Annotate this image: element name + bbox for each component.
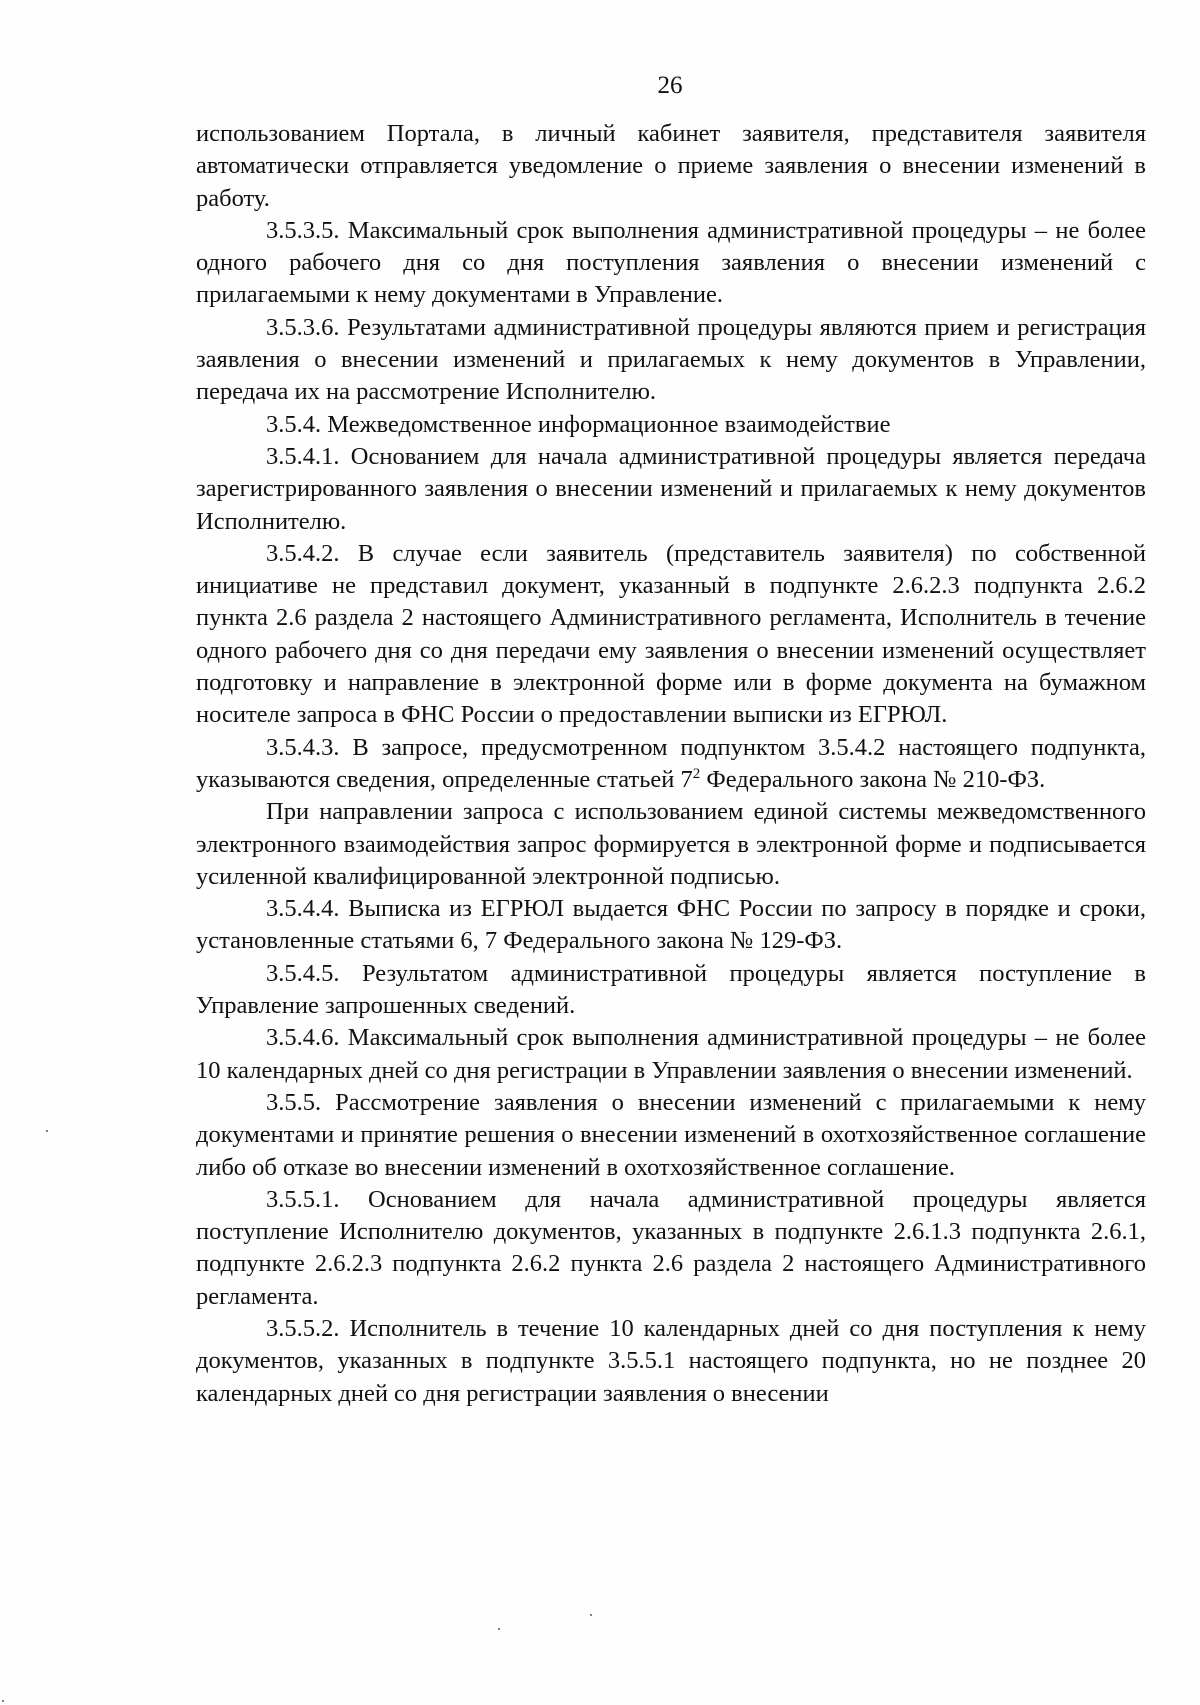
paragraph-3-5-4-4: 3.5.4.4. Выписка из ЕГРЮЛ выдается ФНС России по запросу в порядке и сроки, установленные статьями 6, 7 Федерального закона № 129-ФЗ. xyxy=(196,895,1146,955)
scan-speck xyxy=(46,1130,48,1132)
paragraph-3-5-5-1: 3.5.5.1. Основанием для начала административной процедуры является поступление Исполнителю документов, указанных в подпункте 2.6.1.3 подпункта 2.6.1, подпункте 2.6.2.3 подпункта 2.6.2 пункта 2.6 раздела 2 настоящего Административного регламента. xyxy=(196,1185,1146,1310)
paragraph-3-5-4-1: 3.5.4.1. Основанием для начала административной процедуры является передача зарегистрированного заявления о внесении изменений и прилагаемых к нему документов Исполнителю. xyxy=(196,442,1146,535)
page-number: 26 xyxy=(657,72,683,99)
scan-speck xyxy=(590,1614,592,1616)
paragraph-request-sending: При направлении запроса с использованием единой системы межведомственного электронного взаимодействия запрос формируется в электронной форме и подписывается усиленной квалифицированной электронной подписью. xyxy=(196,798,1146,890)
paragraph-3-5-5-2: 3.5.5.2. Исполнитель в течение 10 календарных дней со дня поступления к нему документов, указанных в подпункте 3.5.5.1 настоящего подпункта, но не позднее 20 календарных дней со дня регистрации заявления о внесении xyxy=(196,1314,1146,1407)
paragraph-3-5-4-2: 3.5.4.2. В случае если заявитель (представитель заявителя) по собственной инициативе не представил документ, указанный в подпункте 2.6.2.3 подпункта 2.6.2 пункта 2.6 раздела 2 настоящего Административного регламента, Исполнитель в течение одного рабочего дня со дня передачи ему заявления о внесении изменений осуществляет подготовку и направление в электронной форме или в форме документа на бумажном носителе запроса в ФНС России о предоставлении выписки из ЕГРЮЛ. xyxy=(196,539,1146,729)
section-heading-3-5-4: 3.5.4. Межведомственное информационное взаимодействие xyxy=(266,410,891,438)
paragraph-3-5-5: 3.5.5. Рассмотрение заявления о внесении изменений с прилагаемыми к нему документами и принятие решения о внесении изменений в охотхозяйственное соглашение либо об отказе во внесении изменений в охотхозяйственное соглашение. xyxy=(196,1088,1146,1181)
paragraph-continuation: использованием Портала, в личный кабинет заявителя, представителя заявителя автоматически отправляется уведомление о приеме заявления о внесении изменений в работу. xyxy=(196,120,1146,212)
paragraph-3-5-4-3-text-after: Федерального закона № 210-ФЗ. xyxy=(700,765,1046,793)
paragraph-3-5-4-6: 3.5.4.6. Максимальный срок выполнения административной процедуры – не более 10 календарных дней со дня регистрации в Управлении заявления о внесении изменений. xyxy=(196,1024,1146,1084)
document-body xyxy=(196,118,1146,1410)
paragraph-3-5-4-3-text-before: 3.5.4.3. В запросе, предусмотренном подпунктом 3.5.4.2 настоящего подпункта, указываются сведения, определенные статьей 7 xyxy=(196,733,1146,793)
paragraph-3-5-4-5: 3.5.4.5. Результатом административной процедуры является поступление в Управление запрошенных сведений. xyxy=(196,959,1146,1020)
paragraph-3-5-3-5: 3.5.3.5. Максимальный срок выполнения административной процедуры – не более одного рабочего дня со дня поступления заявления о внесении изменений с прилагаемыми к нему документами в Управление. xyxy=(196,216,1146,309)
scan-speck xyxy=(498,1628,500,1630)
paragraph-3-5-4-3 xyxy=(196,732,1146,797)
superscript: 2 xyxy=(692,765,701,782)
scan-speck xyxy=(2,1700,4,1702)
paragraph-3-5-3-6: 3.5.3.6. Результатами административной процедуры являются прием и регистрация заявления о внесении изменений и прилагаемых к нему документов в Управлении, передача их на рассмотрение Исполнителю. xyxy=(196,313,1146,406)
